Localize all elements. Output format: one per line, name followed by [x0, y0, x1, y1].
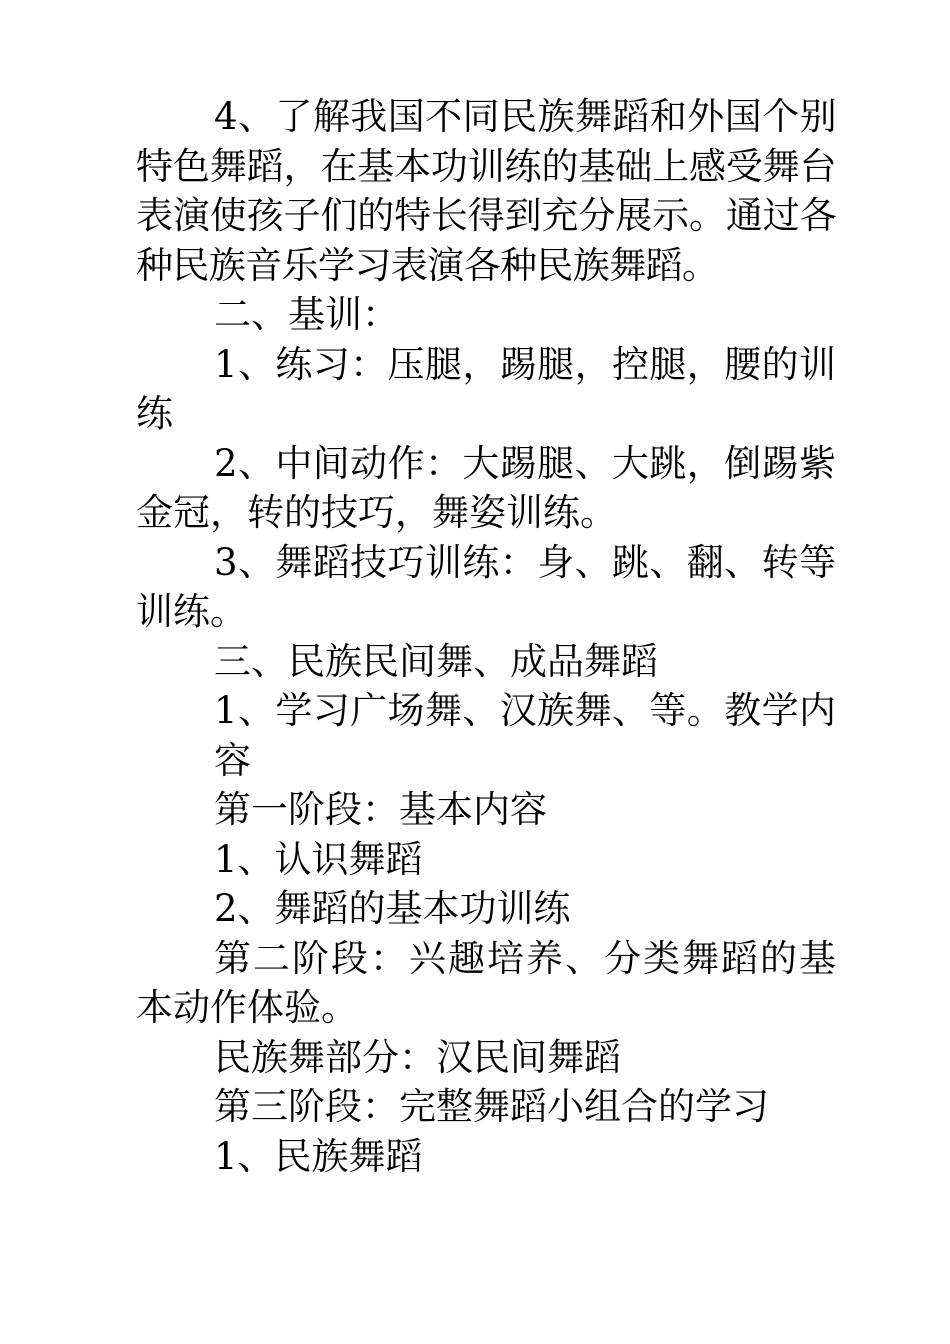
stage-one-heading: 第一阶段：基本内容 [214, 788, 547, 831]
paragraph-folk-dance-part: 民族舞部分：汉民间舞蹈 [214, 1035, 621, 1079]
paragraph-dance-understanding: 4、了解我国不同民族舞蹈和外国个别特色舞蹈，在基本功训练的基础上感受舞台表演使孩子们的特长得到充分展示。通过各种民族音乐学习表演各种民族舞蹈。 [136, 95, 836, 287]
document-body [136, 92, 836, 1181]
paragraph-practice: 1、练习：压腿，踢腿，控腿，腰的训练 [136, 342, 836, 435]
list-item-folk-dance: 1、民族舞蹈 [214, 1134, 423, 1178]
paragraph-learn-square-dance: 1、学习广场舞、汉族舞、等。教学内容 [214, 689, 836, 782]
list-item-know-dance: 1、认识舞蹈 [214, 837, 423, 881]
section-heading-basic-training: 二、基训： [214, 293, 399, 336]
stage-two-heading: 第二阶段：兴趣培养、分类舞蹈的基本动作体验。 [136, 936, 836, 1029]
paragraph-dance-skills: 3、舞蹈技巧训练：身、跳、翻、转等训练。 [136, 540, 836, 633]
stage-three-heading: 第三阶段：完整舞蹈小组合的学习 [214, 1085, 769, 1128]
paragraph-middle-moves: 2、中间动作：大踢腿、大跳，倒踢紫金冠，转的技巧，舞姿训练。 [136, 441, 836, 534]
list-item-basic-skills: 2、舞蹈的基本功训练 [214, 887, 571, 930]
section-heading-folk-dance: 三、民族民间舞、成品舞蹈 [214, 639, 658, 683]
